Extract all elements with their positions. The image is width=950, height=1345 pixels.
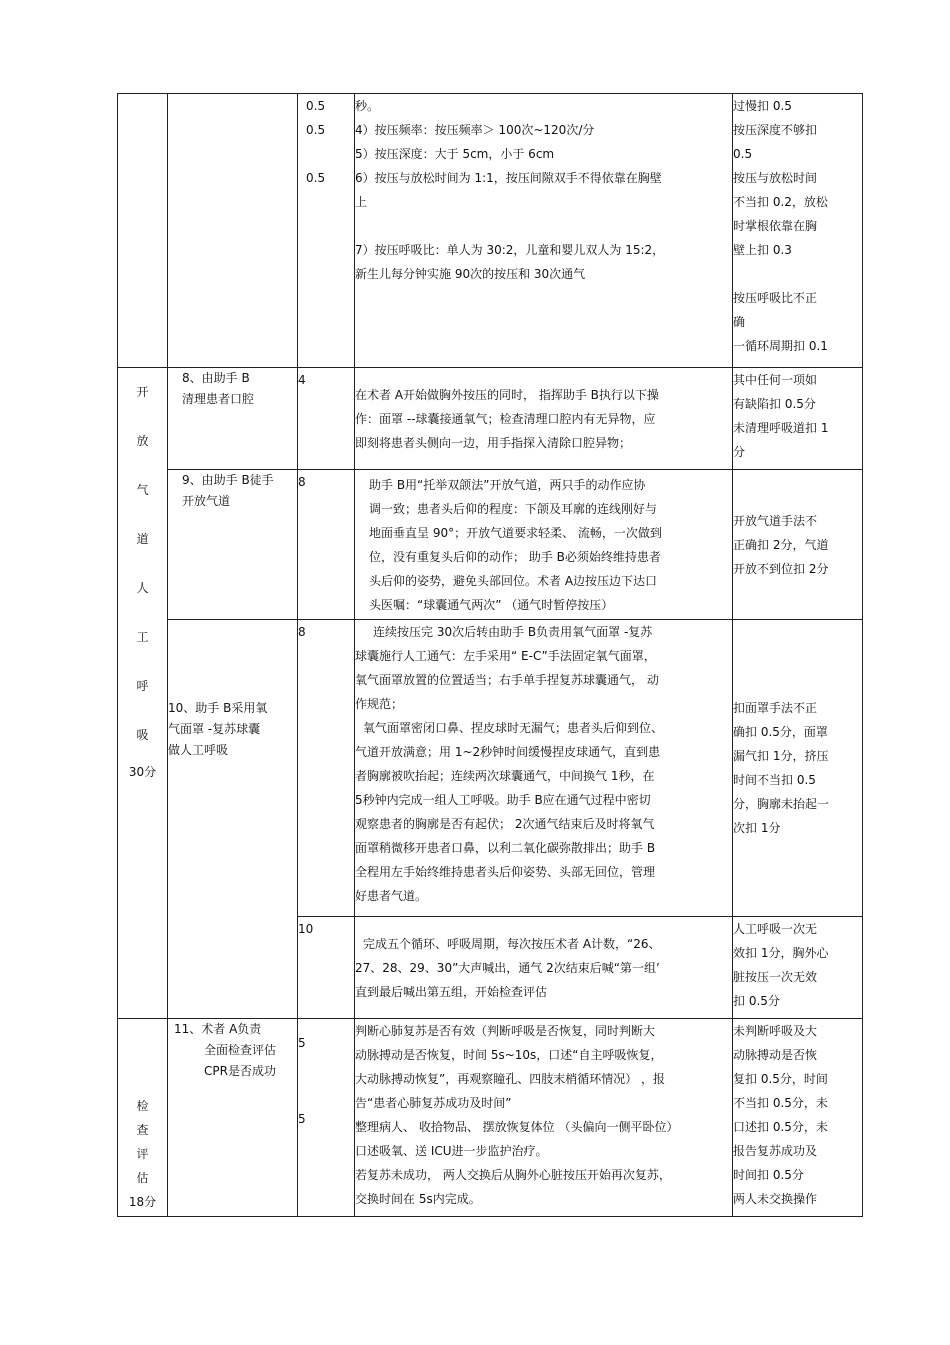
deduction-line: 一循环周期扣 0.1 — [733, 339, 828, 353]
item-line: 8、由助手 B — [182, 371, 250, 385]
category-char: 人 — [136, 581, 149, 595]
item-cell — [168, 1019, 298, 1217]
item-line: 全面检查评估 — [204, 1043, 277, 1057]
item-cell — [168, 470, 298, 620]
item-line: 9、由助手 B徒手 — [182, 473, 274, 487]
deduction-line: 未清理呼吸道扣 1 — [733, 421, 829, 435]
deduction-cell — [733, 917, 863, 1019]
content-line: 交换时间在 5s内完成。 — [355, 1192, 481, 1206]
content-line: 口述吸氧、送 ICU进一步监护治疗。 — [355, 1144, 548, 1158]
deduction-line: 正确扣 2分，气道 — [733, 537, 829, 552]
table-row — [118, 368, 863, 470]
content-line: 即刻将患者头侧向一边，用手指探入清除口腔异物； — [355, 435, 632, 450]
deduction-line: 分 — [733, 445, 746, 459]
content-line: 连续按压完 30次后转由助手 B负责用氧气面罩 -复苏 — [373, 625, 653, 639]
content-line: 全程用左手始终维持患者头后仰姿势、头部无回位，管理 — [355, 865, 656, 879]
content-line: 氧气面罩密闭口鼻、捏皮球时无漏气；患者头后仰到位、 — [363, 721, 664, 735]
category-char: 放 — [136, 434, 149, 448]
item-line: 11、术者 A负责 — [174, 1022, 262, 1036]
deduction-line: 报告复苏成功及 — [733, 1144, 818, 1158]
deduction-cell — [733, 94, 863, 368]
content-line: 上 — [355, 195, 368, 209]
content-line: 作：面罩 --球囊接通氧气；检查清理口腔内有无异物，应 — [355, 411, 656, 426]
category-char: 工 — [136, 630, 149, 644]
score-cell: 8 — [298, 620, 355, 917]
content-line: 地面垂直呈 90°；开放气道要求轻柔、 流畅，一次做到 — [369, 525, 662, 540]
content-line: 在术者 A开始做胸外按压的同时， 指挥助手 B执行以下操 — [355, 387, 659, 402]
content-line: 整理病人、 收拾物品、 摆放恢复体位 （头偏向一侧平卧位） — [355, 1120, 679, 1134]
category-char: 气 — [136, 483, 149, 497]
content-line: 位，没有重复头后仰的动作； 助手 B必须始终维持患者 — [369, 549, 661, 564]
deduction-line: 动脉搏动是否恢 — [733, 1048, 818, 1062]
deduction-line: 过慢扣 0.5 — [733, 99, 792, 113]
deduction-line: 时间扣 0.5分 — [733, 1168, 804, 1182]
deduction-cell — [733, 620, 863, 917]
content-line: 调一致；患者头后仰的程度：下颌及耳廓的连线刚好与 — [369, 501, 658, 516]
content-line: 4）按压频率：按压频率＞ 100次~120次/分 — [355, 123, 595, 137]
deduction-line: 不当扣 0.5分，未 — [733, 1096, 828, 1110]
item-line: 10、助手 B采用氧 — [168, 701, 268, 715]
table-row — [118, 470, 863, 620]
content-line: 助手 B用“托举双颌法”开放气道，两只手的动作应协 — [369, 477, 646, 492]
deduction-line: 扣面罩手法不正 — [733, 701, 818, 715]
deduction-cell — [733, 368, 863, 470]
item-line: 清理患者口腔 — [182, 392, 255, 406]
content-line: 若复苏未成功， 两人交换后从胸外心脏按压开始再次复苏， — [355, 1168, 671, 1182]
item-cell — [168, 94, 298, 368]
score-value: 0.5 — [306, 171, 326, 185]
item-cell — [168, 620, 298, 1019]
category-char: 道 — [136, 532, 149, 546]
category-char: 估 — [136, 1171, 149, 1185]
deduction-line: 脏按压一次无效 — [733, 970, 818, 984]
category-cell — [118, 94, 168, 368]
content-line: 判断心肺复苏是否有效（判断呼吸是否恢复，同时判断大 — [355, 1024, 656, 1038]
content-line: 头后仰的姿势，避免头部回位。术者 A边按压边下达口 — [369, 573, 658, 588]
category-cell — [118, 368, 168, 1019]
category-char: 评 — [136, 1147, 149, 1161]
category-char: 检 — [136, 1099, 149, 1113]
item-line: CPR是否成功 — [204, 1064, 276, 1078]
deduction-line: 0.5 — [733, 147, 753, 161]
content-line: 动脉搏动是否恢复，时间 5s~10s，口述“自主呼吸恢复， — [355, 1048, 663, 1062]
score-cell — [298, 94, 355, 368]
deduction-line — [733, 262, 862, 286]
deduction-line: 口述扣 0.5分，未 — [733, 1120, 828, 1134]
content-line: 大动脉搏动恢复”，再观察瞳孔、四肢末梢循环情况） ，报 — [355, 1072, 666, 1086]
score-value: 0.5 — [306, 99, 326, 113]
item-line: 气面罩 -复苏球囊 — [168, 722, 261, 736]
deduction-line: 开放气道手法不 — [733, 513, 818, 528]
score-value: 5 — [298, 1036, 306, 1050]
item-cell — [168, 368, 298, 470]
content-cell — [355, 368, 733, 470]
content-line: 5）按压深度：大于 5cm，小于 6cm — [355, 147, 555, 161]
deduction-line: 有缺陷扣 0.5分 — [733, 397, 816, 411]
content-line: 观察患者的胸廓是否有起伏； 2次通气结束后及时将氧气 — [355, 817, 655, 831]
deduction-line: 人工呼吸一次无 — [733, 922, 818, 936]
category-score: 18分 — [128, 1195, 157, 1209]
content-line: 氧气面罩放置的位置适当；右手单手捏复苏球囊通气， 动 — [355, 673, 659, 687]
content-line: 球囊施行人工通气：左手采用“ E-C”手法固定氧气面罩， — [355, 649, 656, 663]
deduction-line: 扣 0.5分 — [733, 994, 780, 1008]
content-cell — [355, 1019, 733, 1217]
score-cell: 10 — [298, 917, 355, 1019]
deduction-line: 复扣 0.5分，时间 — [733, 1072, 828, 1086]
item-line: 做人工呼吸 — [168, 743, 229, 757]
deduction-line: 其中任何一项如 — [733, 373, 818, 387]
score-cell: 8 — [298, 470, 355, 620]
deduction-line: 次扣 1分 — [733, 821, 781, 835]
category-score: 30分 — [128, 765, 157, 779]
deduction-line: 分，胸廓未抬起一 — [733, 797, 830, 811]
deduction-line: 确 — [733, 315, 746, 329]
content-line: 告“患者心肺复苏成功及时间” — [355, 1096, 512, 1110]
content-line: 者胸廓被吹抬起；连续两次球囊通气，中间换气 1秒，在 — [355, 769, 655, 783]
category-char: 查 — [136, 1123, 149, 1137]
score-value: 0.5 — [306, 123, 326, 137]
content-line: 完成五个循环、呼吸周期，每次按压术者 A计数，“26、 — [363, 936, 661, 951]
deduction-line: 按压深度不够扣 — [733, 123, 818, 137]
content-cell — [355, 470, 733, 620]
deduction-line: 按压呼吸比不正 — [733, 291, 818, 305]
category-label — [118, 368, 167, 760]
table-row — [118, 620, 863, 917]
content-line: 5秒钟内完成一组人工呼吸。助手 B应在通气过程中密切 — [355, 793, 651, 807]
deduction-line: 漏气扣 1分，挤压 — [733, 749, 829, 763]
category-char: 呼 — [136, 679, 149, 693]
content-cell — [355, 620, 733, 917]
scoring-table — [117, 93, 863, 1217]
content-line: 7）按压呼吸比：单人为 30:2，儿童和婴儿双人为 15:2， — [355, 243, 665, 257]
category-label — [118, 1094, 167, 1190]
item-line: 开放气道 — [182, 494, 231, 508]
content-line: 气道开放满意；用 1~2秒钟时间缓慢捏皮球通气，直到患 — [355, 745, 661, 759]
content-line: 头医嘱：“球囊通气两次” （通气时暂停按压） — [369, 597, 614, 612]
deduction-cell — [733, 1019, 863, 1217]
content-cell — [355, 917, 733, 1019]
content-line: 6）按压与放松时间为 1:1，按压间隙双手不得依靠在胸壁 — [355, 171, 662, 185]
deduction-line: 两人未交换操作 — [733, 1192, 818, 1206]
content-line: 直到最后喊出第五组，开始检查评估 — [355, 984, 548, 999]
content-line: 新生儿每分钟实施 90次的按压和 30次通气 — [355, 267, 586, 281]
deduction-line: 按压与放松时间 — [733, 171, 818, 185]
score-cell: 4 — [298, 368, 355, 470]
deduction-line: 确扣 0.5分，面罩 — [733, 725, 828, 739]
deduction-line: 时间不当扣 0.5 — [733, 773, 816, 787]
score-cell — [298, 1019, 355, 1217]
score-value: 5 — [298, 1112, 306, 1126]
deduction-line: 未判断呼吸及大 — [733, 1024, 818, 1038]
content-line: 好患者气道。 — [355, 889, 428, 903]
table-row — [118, 94, 863, 368]
deduction-line: 开放不到位扣 2分 — [733, 561, 829, 576]
category-char: 开 — [136, 385, 149, 399]
deduction-line: 不当扣 0.2，放松 — [733, 195, 828, 209]
content-line: 面罩稍微移开患者口鼻，以利二氧化碳弥散排出；助手 B — [355, 841, 656, 855]
category-cell — [118, 1019, 168, 1217]
deduction-cell — [733, 470, 863, 620]
content-line: 作规范； — [355, 697, 404, 711]
table-row — [118, 1019, 863, 1217]
content-line: 27、28、29、30”大声喊出，通气 2次结束后喊“第一组’ — [355, 960, 660, 975]
deduction-line: 壁上扣 0.3 — [733, 243, 792, 257]
deduction-line: 效扣 1分，胸外心 — [733, 946, 829, 960]
content-line: 秒。 — [355, 99, 380, 113]
content-cell — [355, 94, 733, 368]
content-line — [355, 214, 732, 238]
deduction-line: 时掌根依靠在胸 — [733, 219, 818, 233]
category-char: 吸 — [136, 728, 149, 742]
